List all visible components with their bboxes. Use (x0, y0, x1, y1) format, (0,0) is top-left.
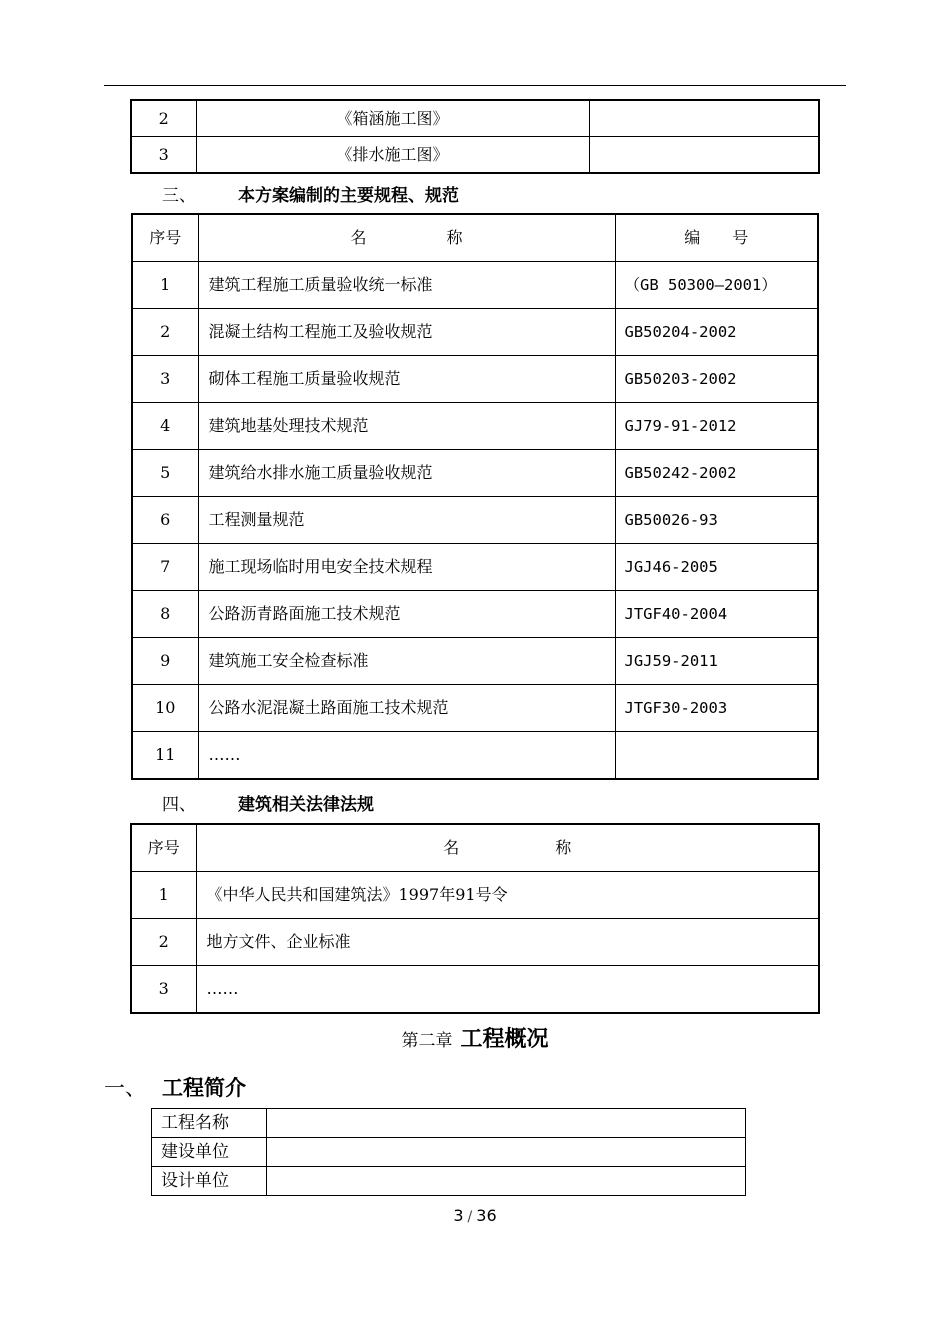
table-row (132, 450, 818, 497)
table-row (152, 1138, 746, 1167)
row-number: 1 (132, 262, 198, 309)
law-name: 地方文件、企业标准 (196, 919, 819, 966)
table-row (131, 966, 819, 1014)
field-label: 设计单位 (152, 1167, 267, 1196)
page-separator: / (467, 1209, 473, 1225)
total-pages: 36 (476, 1206, 497, 1225)
section-title: 本方案编制的主要规程、规范 (238, 186, 459, 206)
header-name: 名 称 (198, 214, 615, 262)
row-number: 6 (132, 497, 198, 544)
spec-code: JGJ59-2011 (615, 638, 818, 685)
current-page: 3 (453, 1206, 464, 1225)
row-number: 9 (132, 638, 198, 685)
law-name: 《中华人民共和国建筑法》1997年91号令 (196, 872, 819, 919)
spec-code: GB50026-93 (615, 497, 818, 544)
table-row (131, 137, 819, 174)
table-row (132, 544, 818, 591)
page-number (0, 1206, 950, 1225)
table-row (132, 262, 818, 309)
table-row (132, 591, 818, 638)
drawings-table (130, 99, 820, 174)
table-row (152, 1109, 746, 1138)
drawing-extra (589, 137, 819, 174)
section-number: 三、 (162, 186, 196, 206)
spec-name: 建筑给水排水施工质量验收规范 (198, 450, 615, 497)
table-row (131, 100, 819, 137)
spec-code: （GB 50300—2001） (615, 262, 818, 309)
spec-code: JGJ46-2005 (615, 544, 818, 591)
chapter-heading (0, 1022, 950, 1053)
row-number: 10 (132, 685, 198, 732)
chapter-title: 工程概况 (460, 1027, 549, 1052)
field-value (267, 1167, 746, 1196)
project-info-table (151, 1108, 746, 1196)
header-code: 编 号 (615, 214, 818, 262)
header-rule (104, 85, 846, 86)
field-label: 建设单位 (152, 1138, 267, 1167)
row-number: 1 (131, 872, 196, 919)
specs-table (131, 213, 819, 780)
field-value (267, 1138, 746, 1167)
field-value (267, 1109, 746, 1138)
row-number: 11 (132, 732, 198, 780)
spec-name: 施工现场临时用电安全技术规程 (198, 544, 615, 591)
spec-name: 工程测量规范 (198, 497, 615, 544)
table-row (132, 403, 818, 450)
row-number: 3 (132, 356, 198, 403)
spec-name: 混凝土结构工程施工及验收规范 (198, 309, 615, 356)
field-label: 工程名称 (152, 1109, 267, 1138)
chapter-label: 第二章 (401, 1031, 453, 1051)
spec-name: 建筑地基处理技术规范 (198, 403, 615, 450)
law-name: …… (196, 966, 819, 1014)
spec-name: 建筑工程施工质量验收统一标准 (198, 262, 615, 309)
drawing-extra (589, 100, 819, 137)
table-row (131, 872, 819, 919)
table-header-row (132, 214, 818, 262)
table-row (131, 919, 819, 966)
header-no: 序号 (131, 824, 196, 872)
spec-code: JTGF30-2003 (615, 685, 818, 732)
spec-code: GB50204-2002 (615, 309, 818, 356)
table-row (132, 732, 818, 780)
spec-code: GJ79-91-2012 (615, 403, 818, 450)
header-name: 名 称 (196, 824, 819, 872)
row-number: 4 (132, 403, 198, 450)
heading-project-intro (104, 1072, 246, 1102)
spec-name: 公路沥青路面施工技术规范 (198, 591, 615, 638)
heading-number: 一、 (104, 1076, 146, 1100)
table-row (152, 1167, 746, 1196)
row-number: 2 (131, 100, 196, 137)
row-number: 2 (131, 919, 196, 966)
spec-name: 建筑施工安全检查标准 (198, 638, 615, 685)
header-no: 序号 (132, 214, 198, 262)
table-header-row (131, 824, 819, 872)
section-title: 建筑相关法律法规 (238, 795, 374, 815)
section-number: 四、 (162, 795, 196, 815)
row-number: 5 (132, 450, 198, 497)
heading-title: 工程简介 (162, 1076, 246, 1100)
spec-code (615, 732, 818, 780)
drawing-name: 《排水施工图》 (196, 137, 589, 174)
table-row (132, 685, 818, 732)
spec-code: GB50242-2002 (615, 450, 818, 497)
table-row (132, 638, 818, 685)
row-number: 3 (131, 966, 196, 1014)
row-number: 8 (132, 591, 198, 638)
laws-table (130, 823, 820, 1014)
table-row (132, 309, 818, 356)
table-row (132, 356, 818, 403)
drawing-name: 《箱涵施工图》 (196, 100, 589, 137)
table-row (132, 497, 818, 544)
spec-name: …… (198, 732, 615, 780)
spec-name: 公路水泥混凝土路面施工技术规范 (198, 685, 615, 732)
spec-name: 砌体工程施工质量验收规范 (198, 356, 615, 403)
spec-code: GB50203-2002 (615, 356, 818, 403)
row-number: 3 (131, 137, 196, 174)
row-number: 7 (132, 544, 198, 591)
row-number: 2 (132, 309, 198, 356)
spec-code: JTGF40-2004 (615, 591, 818, 638)
